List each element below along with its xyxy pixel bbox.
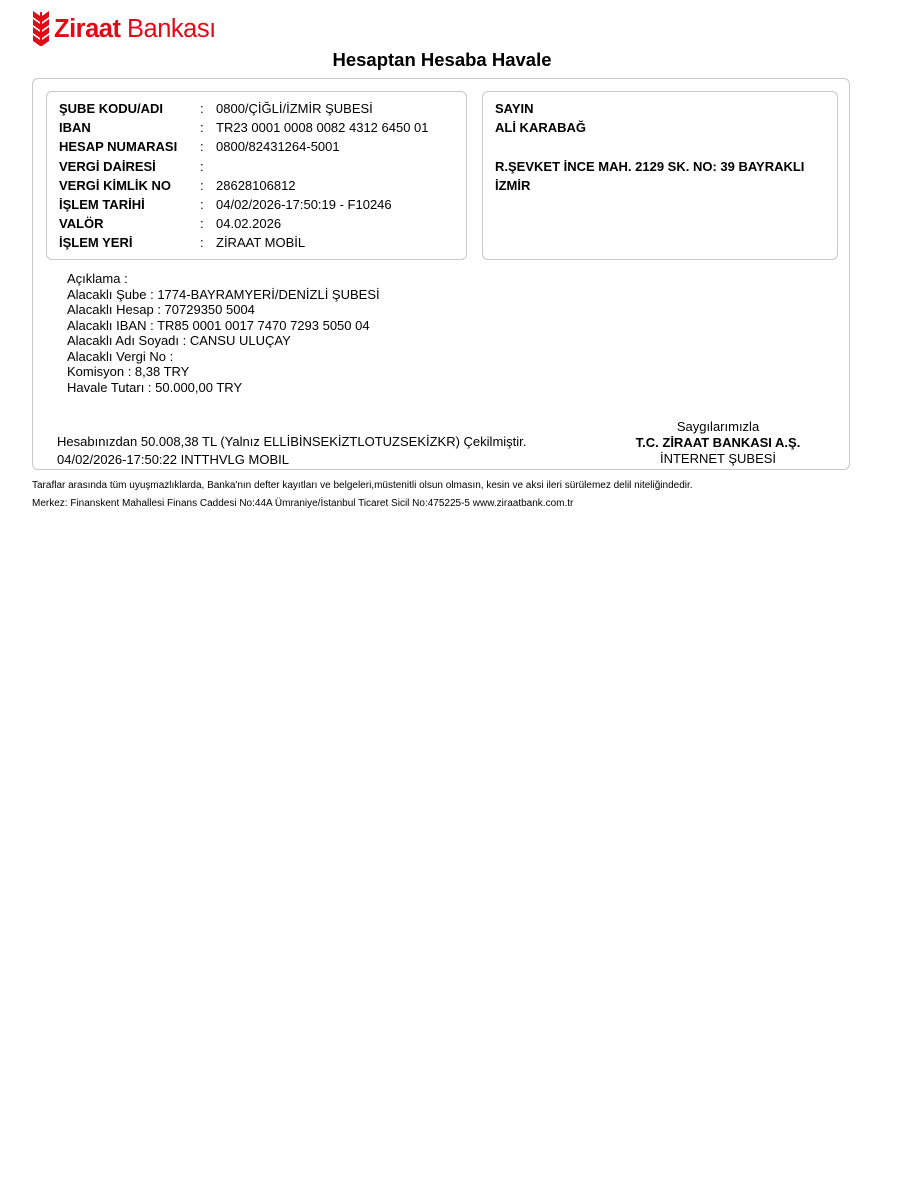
description-line: Alacaklı Şube : 1774-BAYRAMYERİ/DENİZLİ ŞUBESİ xyxy=(67,287,380,302)
description-line: Alacaklı Adı Soyadı : CANSU ULUÇAY xyxy=(67,333,291,348)
description-line: Alacaklı IBAN : TR85 0001 0017 7470 7293 5050 04 xyxy=(67,318,370,333)
info-separator: : xyxy=(200,197,204,212)
info-label: İŞLEM TARİHİ xyxy=(59,197,145,212)
signature-greeting: Saygılarımızla xyxy=(676,419,760,434)
info-value: ZİRAAT MOBİL xyxy=(216,235,306,250)
description-line: Havale Tutarı : 50.000,00 TRY xyxy=(67,380,243,395)
info-label: İŞLEM YERİ xyxy=(59,235,133,250)
info-separator: : xyxy=(200,159,204,174)
description-line: Alacaklı Vergi No : xyxy=(67,349,174,364)
document-title: Hesaptan Hesaba Havale xyxy=(332,49,552,70)
info-value: TR23 0001 0008 0082 4312 6450 01 xyxy=(216,120,429,135)
recipient-address-line1: R.ŞEVKET İNCE MAH. 2129 SK. NO: 39 BAYRAKLI xyxy=(495,159,805,174)
info-label: ŞUBE KODU/ADI xyxy=(59,101,164,116)
wheat-logo-icon xyxy=(31,10,51,48)
info-label: HESAP NUMARASI xyxy=(59,139,178,154)
info-separator: : xyxy=(200,101,204,116)
info-label: VALÖR xyxy=(59,216,104,231)
info-separator: : xyxy=(200,235,204,250)
info-separator: : xyxy=(200,139,204,154)
description-line: Komisyon : 8,38 TRY xyxy=(67,364,190,379)
info-separator: : xyxy=(200,120,204,135)
info-value: 04/02/2026-17:50:19 - F10246 xyxy=(216,197,392,212)
info-separator: : xyxy=(200,178,204,193)
info-value: 28628106812 xyxy=(216,178,296,193)
bank-logo xyxy=(31,10,216,48)
info-label: VERGİ DAİRESİ xyxy=(59,159,156,174)
info-value: 0800/82431264-5001 xyxy=(216,139,340,154)
bank-logo-text: Ziraat Bankası xyxy=(54,15,216,44)
withdrawal-text: Hesabınızdan 50.008,38 TL (Yalnız ELLİBİNSEKİZTLOTUZSEKİZKR) Çekilmiştir. xyxy=(57,434,527,449)
info-label: VERGİ KİMLİK NO xyxy=(59,178,171,193)
headquarters-note: Merkez: Finanskent Mahallesi Finans Caddesi No:44A Ümraniye/İstanbul Ticaret Sicil No:475225-5 www.ziraatbank.com.tr xyxy=(32,498,574,509)
description-heading: Açıklama : xyxy=(67,271,128,286)
recipient-salutation: SAYIN xyxy=(495,101,534,116)
signature-bank: T.C. ZİRAAT BANKASI A.Ş. xyxy=(635,435,801,450)
info-value: 0800/ÇİĞLİ/İZMİR ŞUBESİ xyxy=(216,101,373,116)
recipient-address-line2: İZMİR xyxy=(495,178,531,193)
recipient-name: ALİ KARABAĞ xyxy=(495,120,586,135)
info-value: 04.02.2026 xyxy=(216,216,282,231)
description-line: Alacaklı Hesap : 70729350 5004 xyxy=(67,302,255,317)
transaction-stamp: 04/02/2026-17:50:22 INTTHVLG MOBIL xyxy=(57,452,289,467)
signature-unit: İNTERNET ŞUBESİ xyxy=(659,451,777,466)
info-label: IBAN xyxy=(59,120,91,135)
info-separator: : xyxy=(200,216,204,231)
legal-note: Taraflar arasında tüm uyuşmazlıklarda, Banka'nın defter kayıtları ve belgeleri,müstenitli olsun olmasın, kesin ve aksi ileri sürülemez delil niteliğindedir. xyxy=(32,480,693,491)
